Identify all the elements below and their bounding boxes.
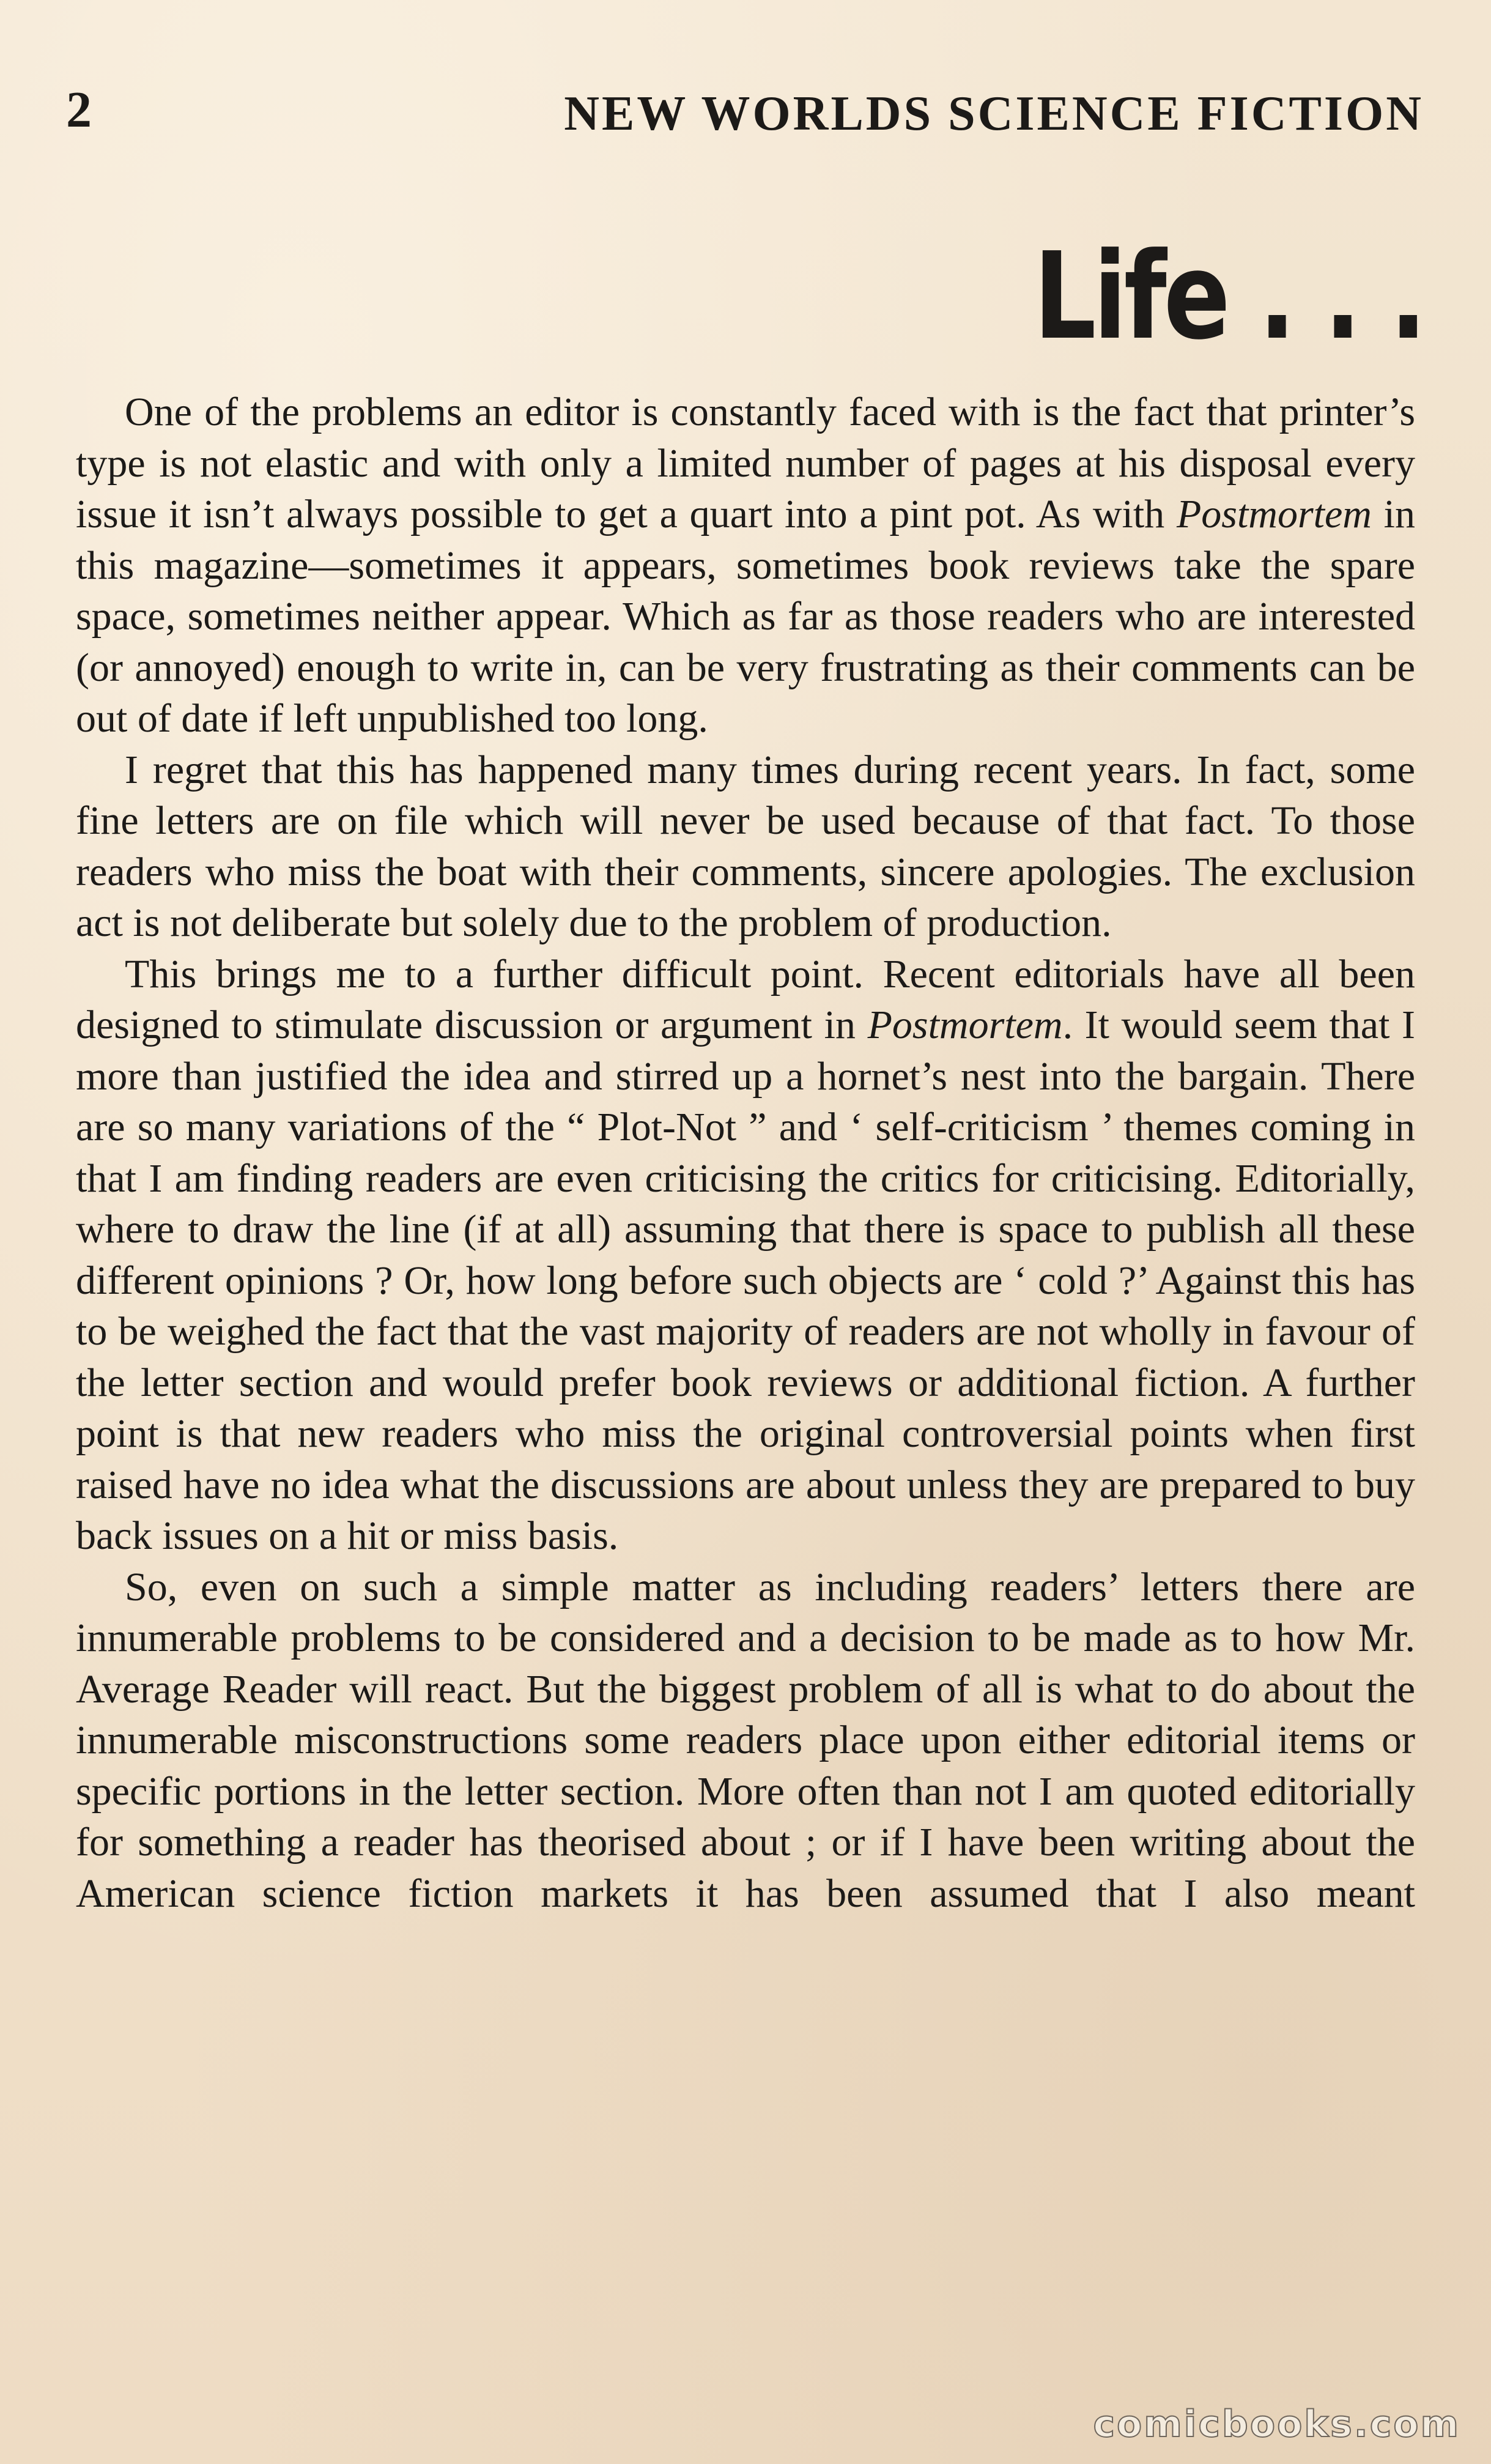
text-run: I regret that this has happened many times during recent years. In fact, some fine letters are on file which will never be used because of that fact. To those readers who miss the boat with their comments, sincere apologies. The exclusion act is not deliberate but solely due to the problem of production. bbox=[76, 747, 1415, 945]
italic-text-run: Postmortem bbox=[867, 1003, 1063, 1047]
text-run: This brings me to a further difficult point. Recent editorials have all been designed to stimulate discussion or argument in bbox=[76, 951, 1415, 1047]
text-run: . It would seem that I more than justified the idea and stirred up a hornet’s nest into the bargain. There are so many variations of the “ Plot-Not ” and ‘ self-criticism ’ themes coming in that I am finding readers are even criticising the critics for criticising. Editorially, where to draw the line (if at all) assuming that there is space to publish all these different opinions ? Or, how long before such objects are ‘ cold ?’ Against this has to be weighed the fact that the vast majority of readers are not wholly in favour of the letter section and would prefer book reviews or additional fiction. A further point is that new readers who miss the original controversial points when first raised have no idea what the discussions are about unless they are prepared to buy back issues on a hit or miss basis. bbox=[76, 1003, 1415, 1558]
watermark-logo: comicbooks.com bbox=[1093, 2403, 1460, 2446]
paragraph bbox=[76, 949, 1415, 1562]
italic-text-run: Postmortem bbox=[1176, 492, 1372, 536]
text-run: in this magazine—sometimes it appears, sometimes book reviews take the spare space, sometimes neither appear. Which as far as those readers who are interested (or annoyed) enough to write in, can be very frustrating as their comments can be out of date if left unpublished too long. bbox=[76, 492, 1415, 741]
paragraph bbox=[76, 744, 1415, 949]
running-title: NEW WORLDS SCIENCE FICTION bbox=[564, 87, 1424, 141]
page-number: 2 bbox=[66, 81, 92, 138]
page-header bbox=[66, 80, 1424, 147]
text-run: One of the problems an editor is constantly faced with is the fact that printer’s type is not elastic and with only a limited number of pages at his disposal every issue it isn’t always possible to get a quart into a pint pot. As with bbox=[76, 390, 1415, 536]
paragraph bbox=[76, 1562, 1415, 1920]
text-run: So, even on such a simple matter as including readers’ letters there are innumerable problems to be considered and a decision to be made as to how Mr. Average Reader will react. But the biggest problem of all is what to do about the innumerable misconstructions some readers place upon either editorial items or specific portions in the letter section. More often than not I am quoted editorially for something a reader has theorised about ; or if I have been writing about the American science fiction markets it has been assumed that I also meant bbox=[76, 1564, 1415, 1916]
article-title: Life . . . bbox=[1033, 227, 1424, 366]
article-body bbox=[76, 387, 1415, 1919]
paragraph bbox=[76, 387, 1415, 744]
